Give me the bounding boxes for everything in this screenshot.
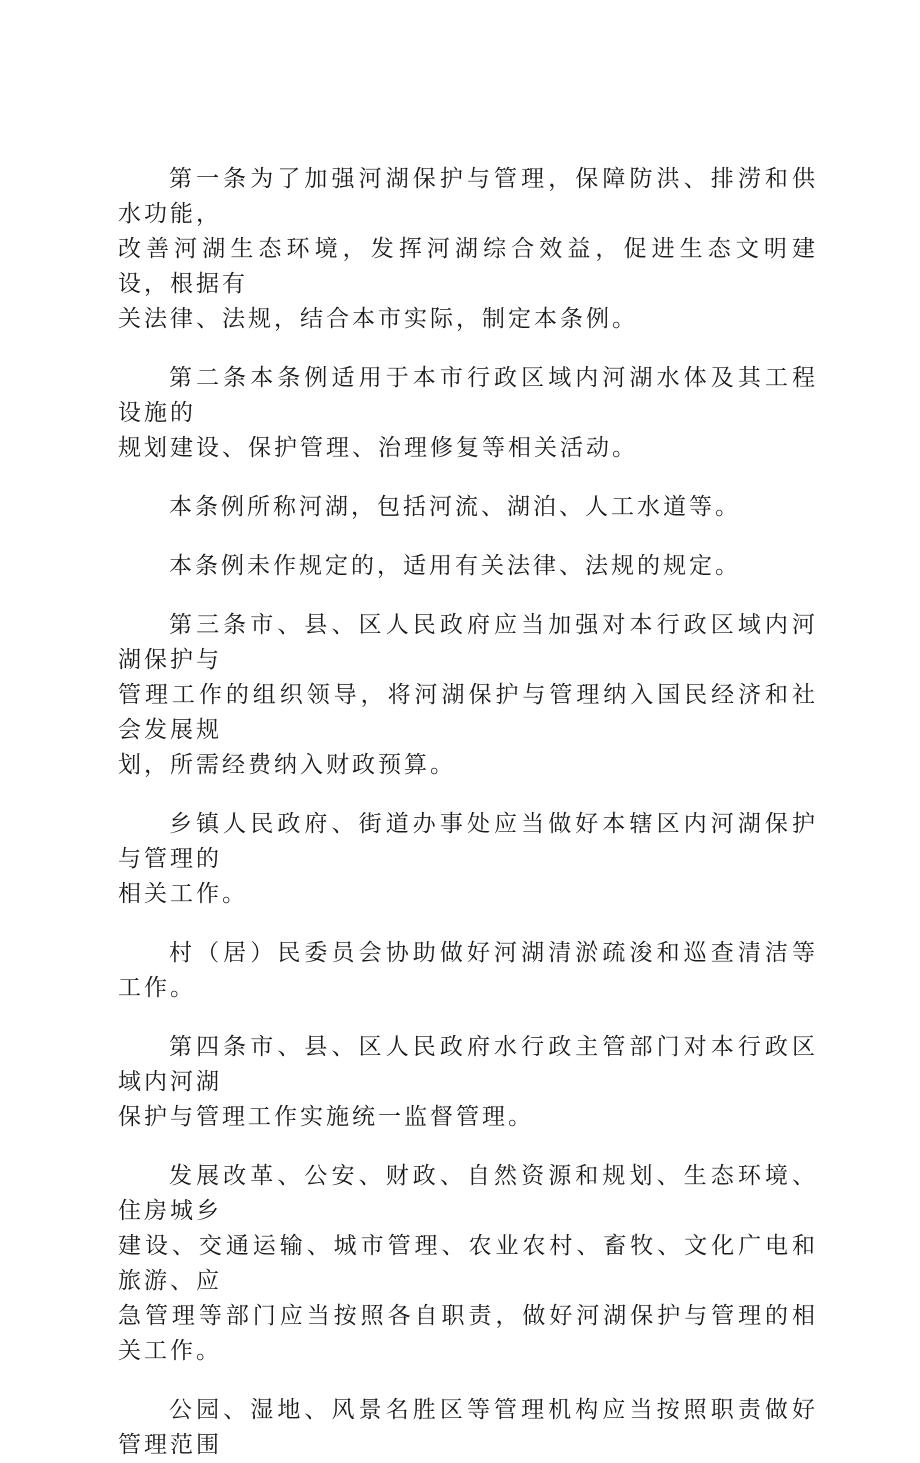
paragraph-article-2: 第二条本条例适用于本市行政区域内河湖水体及其工程设施的 规划建设、保护管理、治理修复等相关活动。 [118, 365, 818, 461]
paragraph-article-1: 第一条为了加强河湖保护与管理，保障防洪、排涝和供水功能， 改善河湖生态环境，发挥河湖综合效益，促进生态文明建设，根据有 关法律、法规，结合本市实际，制定本条例。 [118, 166, 818, 332]
paragraph-village-duty: 村（居）民委员会协助做好河湖清淤疏浚和巡查清洁等工作。 [118, 940, 818, 1001]
paragraph-departments-duty: 发展改革、公安、财政、自然资源和规划、生态环境、住房城乡 建设、交通运输、城市管理、农业农村、畜牧、文化广电和旅游、应 急管理等部门应当按照各自职责，做好河湖保护与管理的相关工作。 [118, 1163, 818, 1364]
paragraph-definition: 本条例所称河湖，包括河流、湖泊、人工水道等。 [169, 494, 741, 520]
paragraph-article-4: 第四条市、县、区人民政府水行政主管部门对本行政区域内河湖 保护与管理工作实施统一监督管理。 [118, 1034, 818, 1130]
paragraph-institutions-duty: 公园、湿地、风景名胜区等管理机构应当按照职责做好管理范围 [118, 1397, 818, 1458]
document-body [118, 162, 818, 1463]
paragraph-township-duty: 乡镇人民政府、街道办事处应当做好本辖区内河湖保护与管理的 相关工作。 [118, 811, 818, 907]
paragraph-applicability: 本条例未作规定的，适用有关法律、法规的规定。 [169, 553, 741, 579]
paragraph-article-3: 第三条市、县、区人民政府应当加强对本行政区域内河湖保护与 管理工作的组织领导，将河湖保护与管理纳入国民经济和社会发展规 划，所需经费纳入财政预算。 [118, 612, 818, 778]
